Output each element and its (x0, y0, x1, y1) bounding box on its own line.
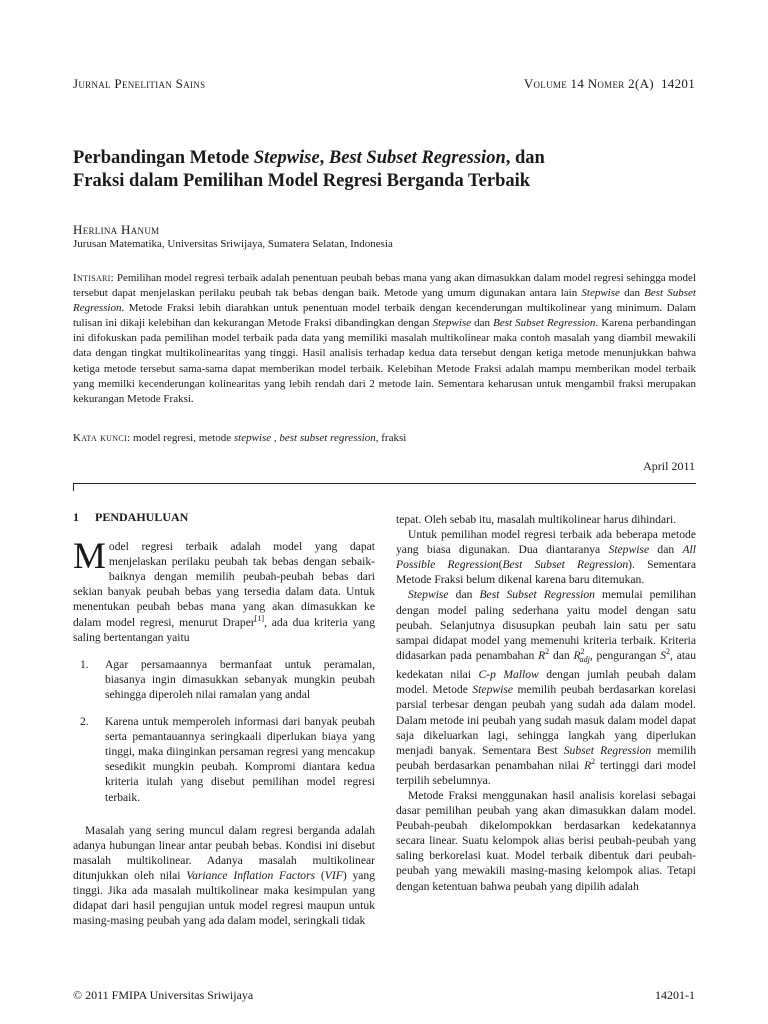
author-name: Herlina Hanum (73, 222, 160, 237)
running-header-journal: Jurnal Penelitian Sains (73, 76, 206, 91)
abstract: Intisari: Pemilihan model regresi terbaik adalah penentuan peubah bebas mana yang akan dimasukkan dalam model regresi sehingga model tersebut dapat menjelaskan perilaku peubah tak bebas dengan baik. Metode yang umum digunakan antara lain Stepwise dan Best Subset Regression. Metode Fraksi lebih diarahkan untuk penentuan model terbaik dengan kecenderungan multikolinear yang minimum. Dalam tulisan ini dikaji kelebihan dan kekurangan Metode Fraksi dibandingkan dengan Stepwise dan Best Subset Regression. Karena perbandingan ini difokuskan pada pemilihan model terbaik pada data yang memiliki masalah multikolinear maka contoh masalah yang diambil mewakili data dengan tingkat multikolinearitas yang tinggi. Hasil analisis terhadap kedua data tersebut dengan ketiga metode menunjukkan bahwa ketiga metode tersebut sama-sama dapat memberikan model terbaik. Kelebihan Metode Fraksi adalah mampu memberikan model terbaik yang memilki kecenderungan kolinearitas yang lebih rendah dari 2 metode lain. Sementara keharusan untuk mengambil fraksi merupakan kekurangan Metode Fraksi. (73, 272, 696, 405)
publication-date: April 2011 (643, 459, 695, 473)
abstract-label: Intisari: (73, 272, 114, 284)
drop-cap: M (73, 536, 106, 578)
citation: [1] (254, 613, 265, 623)
list-item: 2. Karena untuk memperoleh informasi dari banyak peubah serta pemantauannya seringkaali diperlukan biaya yang tinggi, maka diinginkan persaman regresi yang mencakup sesedikit mungkin peubah. Kompromi diantara kedua kriteria itulah yang disebut pemilihan model regresi terbaik. (80, 715, 375, 804)
author-affiliation: Jurusan Matematika, Universitas Sriwijaya, Sumatera Selatan, Indonesia (73, 238, 393, 250)
divider-tick (73, 483, 74, 491)
paper-title: Perbandingan Metode Stepwise, Best Subset Regression, dan Fraksi dalam Pemilihan Model Regresi Berganda Terbaik (73, 148, 545, 191)
right-column (396, 512, 696, 894)
paragraph: Metode Fraksi menggunakan hasil analisis korelasi sebagai dasar pemilihan peubah yang akan dimasukkan dalam model. Peubah-peubah dikelompokkan berdasarkan kedekatannya secara linear. Suatu kelompok alias berisi peubah-peubah yang saling berkorelasi kuat. Model terbaik dibentuk dari peubah-peubah yang mewakili masing-masing kelompok alias. Tetapi dengan ketentuan bahwa peubah yang dipilih adalah (396, 789, 696, 893)
footer-copyright: © 2011 FMIPA Universitas Sriwijaya (73, 988, 254, 1002)
keywords-label: Kata kunci: (73, 432, 131, 444)
left-column (73, 510, 375, 928)
multicollinear-paragraph: Masalah yang sering muncul dalam regresi berganda adalah adanya hubungan linear antar peubah bebas. Kondisi ini disebut masalah multikolinear. Adanya masalah multikolinear ditunjukkan oleh nilai Variance Inflation Factors (VIF) yang tinggi. Jika ada masalah multikolinear maka kesimpulan yang didapat dari hasil pengujian untuk model regresi maupun untuk masing-masing peubah yang ada dalam model, seringkali tidak (73, 823, 375, 928)
paragraph: Stepwise dan Best Subset Regression memulai pemilihan dengan model paling sederhana yaitu model dengan satu peubah. Selanjutnya disusupkan peubah lain satu per satu sampai didapat model yang memenuhi kriteria terbaik. Kriteria didasarkan pada penambahan $R^2$ dan $R^2_{adj}$, pengurangan $S^2$, atau kedekatan nilai C-p Mallow dengan jumlah peubah dalam model. Metode Stepwise memilih peubah berdasarkan korelasi parsial terbesar dengan peubah yang sudah ada dalam model. Dalam metode ini peubah yang sudah masuk dalam model dapat saja dikeluarkan lagi, sehingga langkah yang diperlukan menjadi banyak. Sementara Best Subset Regression memilih peubah berdasarkan penambahan nilai $R^2$ tertinggi dari model terpilih sebelumnya. (396, 588, 697, 787)
list-item: 1. Agar persamaannya bermanfaat untuk peramalan, biasanya ingin dimasukkan sebanyak mungkin peubah sehingga diperoleh nilai ramalan yang andal (80, 657, 375, 701)
header-page-number: 14201 (661, 76, 695, 91)
volume-label: Volume 14 Nomer 2(A) (523, 76, 654, 91)
section-divider (73, 483, 696, 484)
criteria-list (73, 657, 375, 805)
intro-paragraph: Model regresi terbaik adalah model yang dapat menjelaskan perilaku peubah tak bebas dengan sebaik-baiknya dengan memilih peubah-peubah bebas dari sekian banyak peubah bebas yang tersedia dalam data. Untuk menentukan peubah bebas mana yang akan dimasukkan ke dalam model regresi, menurut Draper[1], ada dua kriteria yang saling bertentangan yaitu (73, 536, 375, 644)
running-header-volume (524, 76, 695, 92)
keywords: Kata kunci: model regresi, metode stepwise , best subset regression, fraksi (73, 432, 407, 444)
section-heading: 1 PENDAHULUAN (73, 510, 189, 524)
paragraph: tepat. Oleh sebab itu, masalah multikolinear harus dihindari. (396, 513, 677, 526)
footer-page-number: 14201-1 (655, 988, 695, 1002)
paragraph: Untuk pemilihan model regresi terbaik ada beberapa metode yang biasa digunakan. Dua diantaranya Stepwise dan All Possible Regression(Best Subset Regression). Sementara Metode Fraksi belum dikenal karena baru ditemukan. (396, 528, 696, 587)
